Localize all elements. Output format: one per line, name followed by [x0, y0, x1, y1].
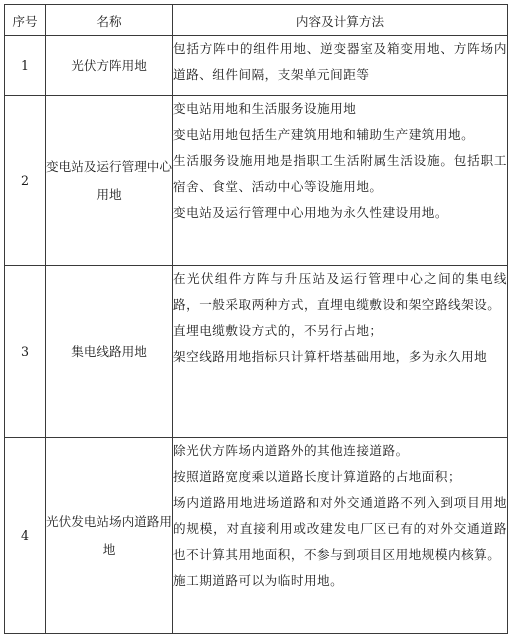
description-paragraph: 架空线路用地指标只计算杆塔基础用地，多为永久用地: [173, 349, 488, 364]
row-index: 4: [5, 438, 46, 634]
description-paragraph: 变电站用地包括生产建筑用地和辅助生产建筑用地。: [173, 127, 475, 142]
land-use-table: [4, 4, 508, 634]
table-row: [5, 438, 508, 634]
table-header-row: [5, 5, 508, 36]
row-name: 光伏发电站场内道路用地: [46, 438, 173, 634]
description-paragraph: 施工期道路可以为临时用地。: [173, 573, 344, 588]
description-paragraph: 直埋电缆敷设方式的，不另行占地；: [173, 323, 383, 338]
header-content: 内容及计算方法: [173, 5, 508, 36]
row-name: 光伏方阵用地: [46, 36, 173, 96]
row-index: 1: [5, 36, 46, 96]
table-row: [5, 266, 508, 438]
description-paragraph: 变电站用地和生活服务设施用地: [173, 101, 357, 116]
row-description: [173, 36, 508, 96]
description-paragraph: 按照道路宽度乘以道路长度计算道路的占地面积；: [173, 469, 462, 484]
row-description: [173, 96, 508, 266]
description-paragraph: 场内道路用地进场道路和对外交通道路不列入到项目用地的规模，对直接利用或改建发电厂区已有的对外交通道路也不计算其用地面积，不参与到项目区用地规模内核算。: [173, 495, 507, 562]
description-paragraph: 在光伏组件方阵与升压站及运行管理中心之间的集电线路，一般采取两种方式，直埋电缆敷设和架空路线架设。: [173, 271, 507, 312]
header-name: 名称: [46, 5, 173, 36]
header-index: 序号: [5, 5, 46, 36]
description-paragraph: 变电站及运行管理中心用地为永久性建设用地。: [173, 205, 448, 220]
row-name: 变电站及运行管理中心用地: [46, 96, 173, 266]
table-row: [5, 96, 508, 266]
description-paragraph: 除光伏方阵场内道路外的其他连接道路。: [173, 443, 409, 458]
description-paragraph: 包括方阵中的组件用地、逆变器室及箱变用地、方阵场内道路、组件间隔，支架单元间距等: [173, 41, 507, 82]
row-name: 集电线路用地: [46, 266, 173, 438]
row-index: 2: [5, 96, 46, 266]
row-description: [173, 266, 508, 438]
table-row: [5, 36, 508, 96]
row-index: 3: [5, 266, 46, 438]
row-description: [173, 438, 508, 634]
description-paragraph: 生活服务设施用地是指职工生活附属生活设施。包括职工宿舍、食堂、活动中心等设施用地。: [173, 153, 507, 194]
